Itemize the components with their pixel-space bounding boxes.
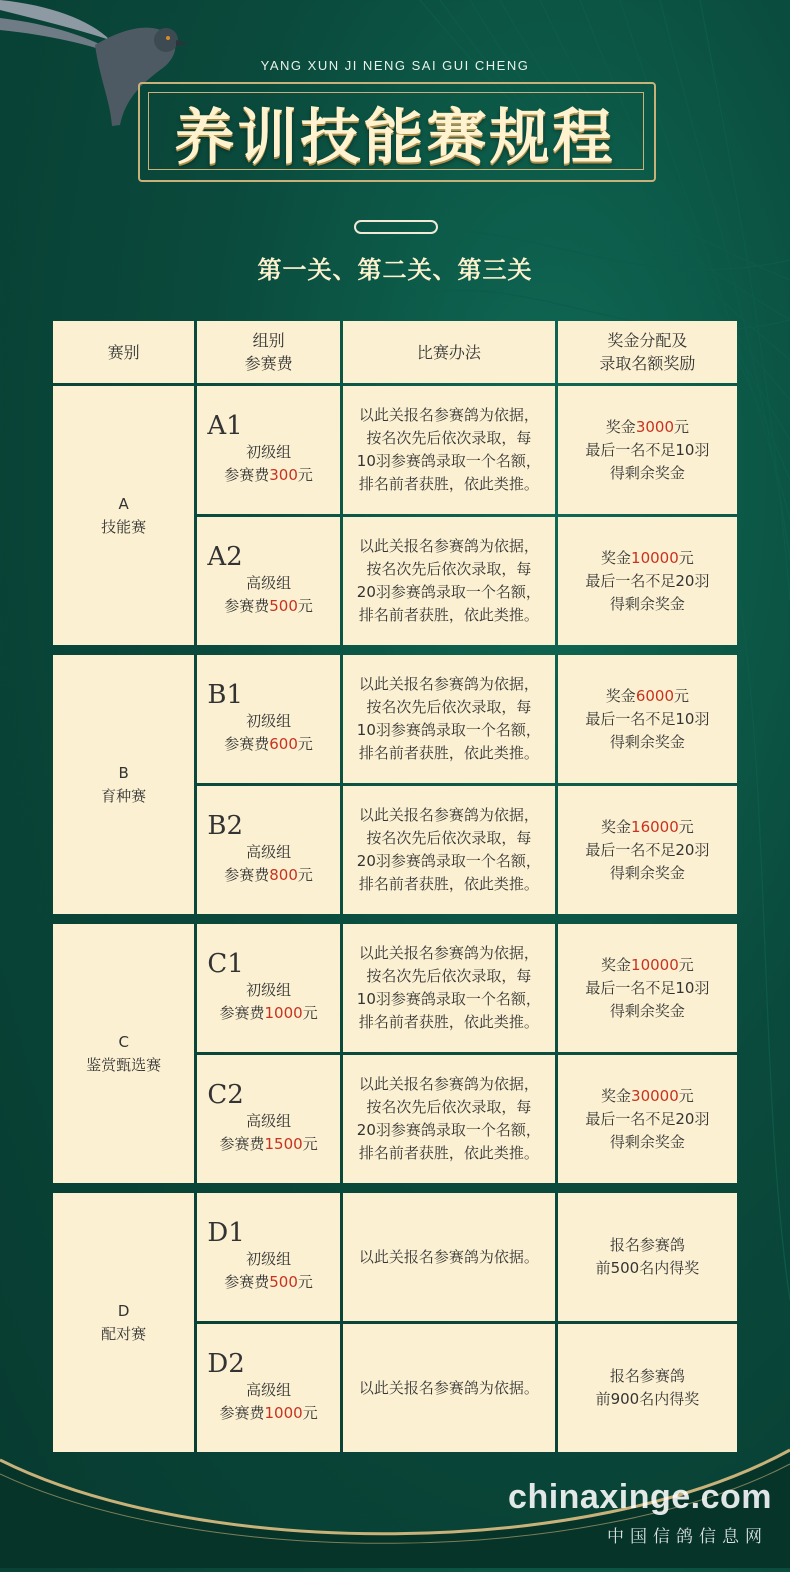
fee-label: 参赛费 [219, 1135, 265, 1153]
prize-label: 奖金 [601, 817, 632, 836]
category-name: 育种赛 [101, 786, 147, 805]
category-code: A [118, 494, 129, 513]
group-fee [197, 733, 339, 756]
fee-label: 参赛费 [219, 1004, 265, 1022]
prize-rule: 最后一名不足10羽 [585, 440, 710, 459]
category-separator-cell [53, 917, 737, 921]
group-cell [197, 1055, 339, 1183]
prize-amount-line [558, 547, 737, 570]
prize-unit: 元 [674, 686, 690, 705]
prize-rule: 得剩余奖金 [609, 732, 685, 751]
method-line: 以此关报名参赛鸽为依据， [358, 406, 539, 424]
prize-label: 奖金 [601, 955, 632, 974]
group-level: 高级组 [246, 1112, 292, 1130]
method-line: 20羽参赛鸽录取一个名额， [356, 852, 541, 870]
method-cell [343, 386, 555, 514]
category-code: C [118, 1032, 129, 1051]
method-line: 按名次先后依次录取，每 [366, 698, 532, 716]
fee-unit: 元 [297, 1273, 313, 1291]
prize-cell [558, 386, 737, 514]
method-line: 20羽参赛鸽录取一个名额， [356, 1121, 541, 1139]
prize-label: 奖金 [605, 686, 636, 705]
header-category: 赛别 [53, 321, 194, 383]
category-separator [53, 1186, 737, 1190]
header-group-line2: 参赛费 [244, 354, 293, 373]
fee-amount: 1000 [264, 1004, 303, 1022]
method-line: 以此关报名参赛鸽为依据， [358, 1075, 539, 1093]
header-group-line1: 组别 [252, 331, 285, 350]
method-line: 以此关报名参赛鸽为依据。 [358, 1247, 539, 1266]
fee-unit: 元 [297, 866, 313, 884]
method-cell [343, 655, 555, 783]
prize-unit: 元 [678, 955, 694, 974]
fee-unit: 元 [297, 466, 313, 484]
group-code: A1 [207, 411, 243, 441]
decorative-pill [354, 220, 438, 234]
prize-amount-line [558, 416, 737, 439]
group-code: B1 [207, 680, 244, 710]
group-cell [197, 924, 339, 1052]
category-cell [53, 1193, 194, 1452]
method-cell [343, 1324, 555, 1452]
group-fee [197, 1402, 339, 1425]
method-cell [343, 1055, 555, 1183]
method-line: 10羽参赛鸽录取一个名额， [356, 452, 541, 470]
prize-cell [558, 517, 737, 645]
group-fee [197, 464, 339, 487]
prize-rule: 报名参赛鸽 [609, 1367, 685, 1385]
method-line: 以此关报名参赛鸽为依据， [358, 806, 539, 824]
group-cell [197, 655, 339, 783]
category-separator-cell [53, 1186, 737, 1190]
method-line: 排名前者获胜，依此类推。 [358, 606, 539, 624]
group-level: 高级组 [246, 1381, 292, 1399]
group-cell [197, 1193, 339, 1321]
page-title: 养训技能赛规程 [174, 103, 616, 173]
group-fee [197, 1133, 339, 1156]
method-line: 20羽参赛鸽录取一个名额， [356, 583, 541, 601]
prize-amount: 10000 [631, 548, 679, 567]
method-line: 排名前者获胜，依此类推。 [358, 475, 539, 493]
group-code: B2 [207, 811, 244, 841]
method-cell [343, 517, 555, 645]
category-separator [53, 917, 737, 921]
category-cell [53, 655, 194, 914]
prize-unit: 元 [678, 1086, 694, 1105]
prize-rule: 最后一名不足10羽 [585, 978, 710, 997]
fee-label: 参赛费 [224, 597, 270, 615]
prize-amount: 6000 [635, 686, 674, 705]
prize-rule: 得剩余奖金 [609, 863, 685, 882]
method-line: 排名前者获胜，依此类推。 [358, 1144, 539, 1162]
header-prize-line1: 奖金分配及 [607, 331, 688, 350]
prize-rule: 得剩余奖金 [609, 1001, 685, 1020]
prize-rule: 最后一名不足10羽 [585, 709, 710, 728]
category-name: 配对赛 [101, 1324, 147, 1343]
category-separator [53, 648, 737, 652]
prize-amount-line [558, 816, 737, 839]
header-group [197, 321, 339, 383]
method-line: 10羽参赛鸽录取一个名额， [356, 721, 541, 739]
prize-label: 奖金 [605, 417, 636, 436]
group-level: 初级组 [246, 981, 292, 999]
prize-unit: 元 [678, 817, 694, 836]
method-line: 10羽参赛鸽录取一个名额， [356, 990, 541, 1008]
fee-label: 参赛费 [219, 1404, 265, 1422]
table-row [53, 386, 737, 514]
group-code: D1 [207, 1218, 245, 1248]
rules-table [50, 318, 740, 1455]
method-line: 按名次先后依次录取，每 [366, 1098, 532, 1116]
table-row [53, 1193, 737, 1321]
fee-amount: 1000 [264, 1404, 303, 1422]
group-level: 初级组 [246, 443, 292, 461]
group-cell [197, 786, 339, 914]
table-header-row [53, 321, 737, 383]
method-line: 按名次先后依次录取，每 [366, 560, 532, 578]
category-code: B [118, 763, 129, 782]
prize-rule: 前500名内得奖 [595, 1259, 700, 1277]
group-level: 高级组 [246, 843, 292, 861]
prize-rule: 报名参赛鸽 [609, 1236, 685, 1254]
fee-amount: 800 [269, 866, 298, 884]
group-cell [197, 517, 339, 645]
group-level: 高级组 [246, 574, 292, 592]
fee-amount: 300 [269, 466, 298, 484]
prize-amount: 16000 [631, 817, 679, 836]
method-line: 按名次先后依次录取，每 [366, 429, 532, 447]
group-fee [197, 1271, 339, 1294]
prize-unit: 元 [678, 548, 694, 567]
method-line: 按名次先后依次录取，每 [366, 967, 532, 985]
fee-unit: 元 [302, 1135, 318, 1153]
fee-unit: 元 [297, 735, 313, 753]
method-line: 以此关报名参赛鸽为依据， [358, 537, 539, 555]
group-code: C1 [207, 949, 244, 979]
prize-amount: 3000 [635, 417, 674, 436]
group-level: 初级组 [246, 1250, 292, 1268]
prize-cell [558, 655, 737, 783]
method-cell [343, 1193, 555, 1321]
category-code: D [117, 1301, 130, 1320]
group-fee [197, 1002, 339, 1025]
method-line: 以此关报名参赛鸽为依据， [358, 944, 539, 962]
prize-rule: 最后一名不足20羽 [585, 840, 710, 859]
watermark-site-name: 中国信鸽信息网 [607, 1527, 768, 1547]
prize-rule: 前900名内得奖 [595, 1390, 700, 1408]
table-row [53, 655, 737, 783]
prize-cell [558, 1193, 737, 1321]
method-line: 排名前者获胜，依此类推。 [358, 744, 539, 762]
fee-amount: 600 [269, 735, 298, 753]
fee-unit: 元 [302, 1404, 318, 1422]
group-code: D2 [207, 1349, 245, 1379]
fee-unit: 元 [297, 597, 313, 615]
method-cell [343, 786, 555, 914]
prize-cell [558, 1055, 737, 1183]
method-line: 按名次先后依次录取，每 [366, 829, 532, 847]
header-method: 比赛办法 [343, 321, 555, 383]
fee-label: 参赛费 [224, 1273, 270, 1291]
prize-label: 奖金 [601, 1086, 632, 1105]
fee-label: 参赛费 [224, 866, 270, 884]
group-fee [197, 595, 339, 618]
prize-rule: 最后一名不足20羽 [585, 1109, 710, 1128]
method-line: 排名前者获胜，依此类推。 [358, 875, 539, 893]
title-pinyin: YANG XUN JI NENG SAI GUI CHENG [260, 58, 530, 73]
fee-unit: 元 [302, 1004, 318, 1022]
prize-amount-line [558, 685, 737, 708]
category-name: 鉴赏甄选赛 [86, 1055, 162, 1074]
category-name: 技能赛 [101, 517, 147, 536]
group-code: A2 [207, 542, 243, 572]
method-line: 以此关报名参赛鸽为依据， [358, 675, 539, 693]
group-cell [197, 1324, 339, 1452]
prize-amount-line [558, 954, 737, 977]
fee-label: 参赛费 [224, 466, 270, 484]
prize-amount: 30000 [631, 1086, 679, 1105]
prize-rule: 最后一名不足20羽 [585, 571, 710, 590]
method-line: 排名前者获胜，依此类推。 [358, 1013, 539, 1031]
header-prize [558, 321, 737, 383]
header-prize-line2: 录取名额奖励 [599, 354, 696, 373]
fee-amount: 500 [269, 597, 298, 615]
method-line: 以此关报名参赛鸽为依据。 [358, 1378, 539, 1397]
fee-amount: 1500 [264, 1135, 303, 1153]
prize-amount: 10000 [631, 955, 679, 974]
table-row [53, 924, 737, 1052]
group-fee [197, 864, 339, 887]
prize-cell [558, 786, 737, 914]
prize-rule: 得剩余奖金 [609, 1132, 685, 1151]
section-heading: 第一关、第二关、第三关 [257, 256, 533, 284]
prize-amount-line [558, 1085, 737, 1108]
method-cell [343, 924, 555, 1052]
category-cell [53, 924, 194, 1183]
prize-cell [558, 1324, 737, 1452]
prize-label: 奖金 [601, 548, 632, 567]
group-code: C2 [207, 1080, 244, 1110]
watermark-domain: chinaxinge.com [508, 1478, 772, 1516]
prize-rule: 得剩余奖金 [609, 594, 685, 613]
prize-rule: 得剩余奖金 [609, 463, 685, 482]
fee-amount: 500 [269, 1273, 298, 1291]
category-separator-cell [53, 648, 737, 652]
prize-unit: 元 [674, 417, 690, 436]
prize-cell [558, 924, 737, 1052]
group-level: 初级组 [246, 712, 292, 730]
category-cell [53, 386, 194, 645]
group-cell [197, 386, 339, 514]
fee-label: 参赛费 [224, 735, 270, 753]
